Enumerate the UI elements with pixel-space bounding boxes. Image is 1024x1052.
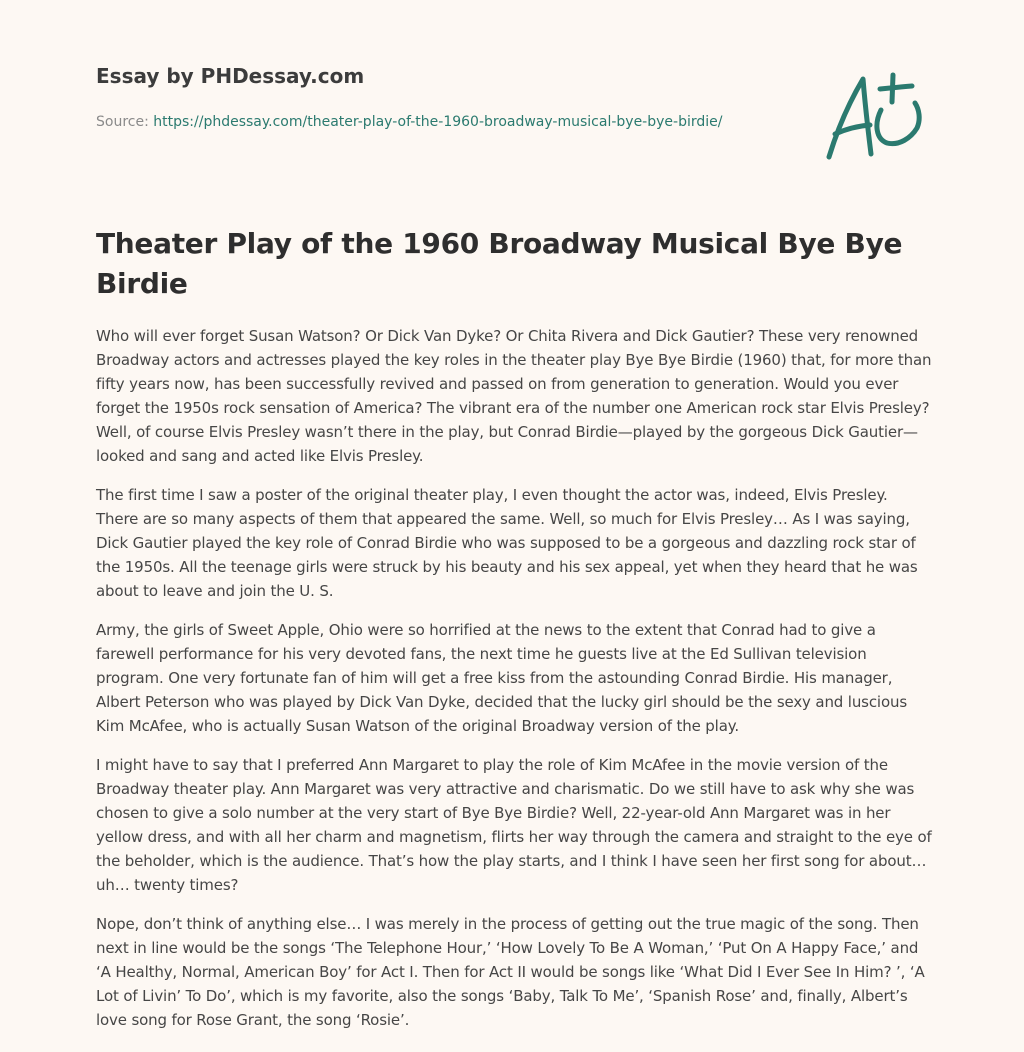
essay-body <box>96 324 932 1047</box>
essay-title: Theater Play of the 1960 Broadway Musical Bye Bye Birdie <box>96 227 903 300</box>
paragraph: I might have to say that I preferred Ann Margaret to play the role of Kim McAfee in the movie version of the Broadway theater play. Ann Margaret was very attractive and charismatic. Do we still have to ask why she was chosen to give a solo number at the very start of Bye Bye Birdie? Well, 22-year-old Ann Margaret was in her yellow dress, and with all her charm and magnetism, flirts her way through the camera and straight to the eye of the beholder, which is the audience. That’s how the play starts, and I think I have seen her first song for about… uh… twenty times? <box>96 756 932 894</box>
source-link[interactable]: https://phdessay.com/theater-play-of-the-1960-broadway-musical-bye-bye-birdie/ <box>153 114 723 130</box>
site-brand: Essay by PHDessay.com <box>96 64 365 88</box>
paragraph: Nope, don’t think of anything else… I was merely in the process of getting out the true magic of the song. Then next in line would be the songs ‘The Telephone Hour,’ ‘How Lovely To Be A Woman,’ ‘Put On A Happy Face,’ and ‘A Healthy, Normal, American Boy’ for Act I. Then for Act II would be songs like ‘What Did I Ever See In Him? ’, ‘A Lot of Livin’ To Do’, which is my favorite, also the songs ‘Baby, Talk To Me’, ‘Spanish Rose’ and, finally, Albert’s love song for Rose Grant, the song ‘Rosie’. <box>96 915 925 1029</box>
source-line <box>96 111 756 134</box>
paragraph: Who will ever forget Susan Watson? Or Dick Van Dyke? Or Chita Rivera and Dick Gautier? These very renowned Broadway actors and actresses played the key roles in the theater play Bye Bye Birdie (1960) that, for more than fifty years now, has been successfully revived and passed on from generation to generation. Would you ever forget the 1950s rock sensation of America? The vibrant era of the number one American rock star Elvis Presley? Well, of course Elvis Presley wasn’t there in the play, but Conrad Birdie—played by the gorgeous Dick Gautier—looked and sang and acted like Elvis Presley. <box>96 327 932 465</box>
paragraph: The first time I saw a poster of the original theater play, I even thought the actor was, indeed, Elvis Presley. There are so many aspects of them that appeared the same. Well, so much for Elvis Presley… As I was saying, Dick Gautier played the key role of Conrad Birdie who was supposed to be a gorgeous and dazzling rock star of the 1950s. All the teenage girls were struck by his beauty and his sex appeal, yet when they heard that he was about to leave and join the U. S. <box>96 486 918 600</box>
source-label: Source: <box>96 114 149 130</box>
paragraph: Army, the girls of Sweet Apple, Ohio were so horrified at the news to the extent that Conrad had to give a farewell performance for his very devoted fans, the next time he guests live at the Ed Sullivan television program. One very fortunate fan of him will get a free kiss from the astounding Conrad Birdie. His manager, Albert Peterson who was played by Dick Van Dyke, decided that the lucky girl should be the sexy and luscious Kim McAfee, who is actually Susan Watson of the original Broadway version of the play. <box>96 621 907 735</box>
a-plus-logo-icon <box>820 68 930 164</box>
